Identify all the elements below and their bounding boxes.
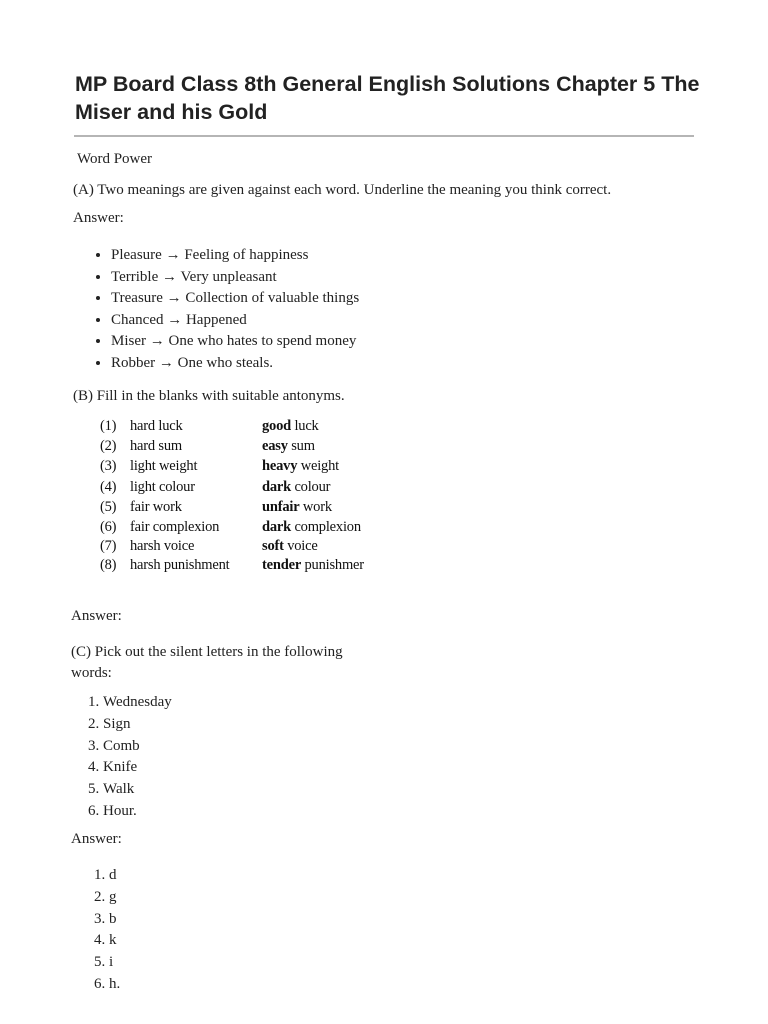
- row-word: light weight: [130, 458, 198, 474]
- row-number: (4): [100, 479, 117, 495]
- section-c-answer-list: [77, 865, 120, 996]
- list-item: 5. Walk: [103, 779, 172, 801]
- row-word: hard sum: [130, 438, 182, 454]
- title-divider: [74, 135, 694, 137]
- list-item: 5. i: [109, 952, 120, 974]
- table-row: [100, 477, 376, 497]
- antonym-bold: heavy: [262, 458, 298, 474]
- antonym-bold: easy: [262, 438, 288, 454]
- antonym-rest: work: [299, 499, 332, 515]
- antonym-bold: tender: [262, 557, 302, 573]
- section-b-question: (B) Fill in the blanks with suitable antonyms.: [73, 388, 345, 404]
- antonym-rest: colour: [291, 479, 331, 495]
- row-antonym: [262, 536, 318, 556]
- section-a-answer-list: [93, 245, 359, 375]
- row-word: fair complexion: [130, 519, 220, 535]
- row-number: (3): [100, 458, 117, 474]
- word-power-heading: Word Power: [77, 151, 153, 167]
- row-antonym: [262, 416, 319, 436]
- list-item: 3. b: [109, 909, 120, 931]
- row-antonym: [262, 456, 339, 476]
- list-item: • Miser → One who hates to spend money: [111, 331, 359, 353]
- antonym-rest: complexion: [291, 519, 361, 535]
- row-antonym: [262, 555, 364, 575]
- antonym-bold: soft: [262, 538, 284, 554]
- list-item: 4. Knife: [103, 757, 172, 779]
- antonym-bold: good: [262, 418, 292, 434]
- antonym-rest: voice: [283, 538, 318, 554]
- row-number: (1): [100, 418, 117, 434]
- list-item: 2. g: [109, 887, 120, 909]
- list-item: • Treasure → Collection of valuable things: [111, 288, 359, 310]
- row-antonym: [262, 497, 332, 517]
- row-number: (2): [100, 438, 117, 454]
- antonym-rest: punishmer: [301, 557, 364, 573]
- list-item: 6. h.: [109, 974, 120, 996]
- row-number: (8): [100, 557, 117, 573]
- list-item: 1. d: [109, 865, 120, 887]
- antonym-bold: unfair: [262, 499, 300, 515]
- section-c-word-list: [71, 692, 172, 823]
- row-word: light colour: [130, 479, 195, 495]
- table-row: [100, 456, 376, 476]
- list-item: • Robber → One who steals.: [111, 353, 359, 375]
- row-number: (7): [100, 538, 117, 554]
- antonyms-table-image: [100, 416, 376, 576]
- table-row: [100, 497, 376, 517]
- row-word: harsh punishment: [130, 557, 230, 573]
- section-c-answer-label: Answer:: [71, 831, 122, 847]
- row-antonym: [262, 477, 330, 497]
- antonym-bold: dark: [262, 519, 292, 535]
- list-item: • Pleasure → Feeling of happiness: [111, 245, 359, 267]
- section-a-answer-label: Answer:: [73, 210, 124, 226]
- table-row: [100, 555, 376, 575]
- list-item: 4. k: [109, 930, 120, 952]
- list-item: 1. Wednesday: [103, 692, 172, 714]
- list-item: 3. Comb: [103, 736, 172, 758]
- row-antonym: [262, 517, 361, 537]
- antonym-rest: luck: [291, 418, 319, 434]
- row-antonym: [262, 436, 315, 456]
- section-b-answer-label: Answer:: [71, 608, 122, 624]
- page-title: MP Board Class 8th General English Solutions Chapter 5 The Miser and his Gold: [75, 72, 700, 124]
- row-number: (6): [100, 519, 117, 535]
- antonym-rest: weight: [297, 458, 339, 474]
- table-row: [100, 436, 376, 456]
- antonym-bold: dark: [262, 479, 292, 495]
- row-word: harsh voice: [130, 538, 195, 554]
- list-item: 2. Sign: [103, 714, 172, 736]
- list-item: • Terrible → Very unpleasant: [111, 267, 359, 289]
- row-number: (5): [100, 499, 117, 515]
- section-c-question: (C) Pick out the silent letters in the following words:: [71, 644, 343, 681]
- row-word: fair work: [130, 499, 182, 515]
- table-row: [100, 536, 376, 556]
- section-a-question: (A) Two meanings are given against each word. Underline the meaning you think correct.: [73, 182, 612, 198]
- list-item: • Chanced → Happened: [111, 310, 359, 332]
- table-row: [100, 517, 376, 537]
- row-word: hard luck: [130, 418, 183, 434]
- list-item: 6. Hour.: [103, 801, 172, 823]
- table-row: [100, 416, 376, 436]
- antonym-rest: sum: [287, 438, 315, 454]
